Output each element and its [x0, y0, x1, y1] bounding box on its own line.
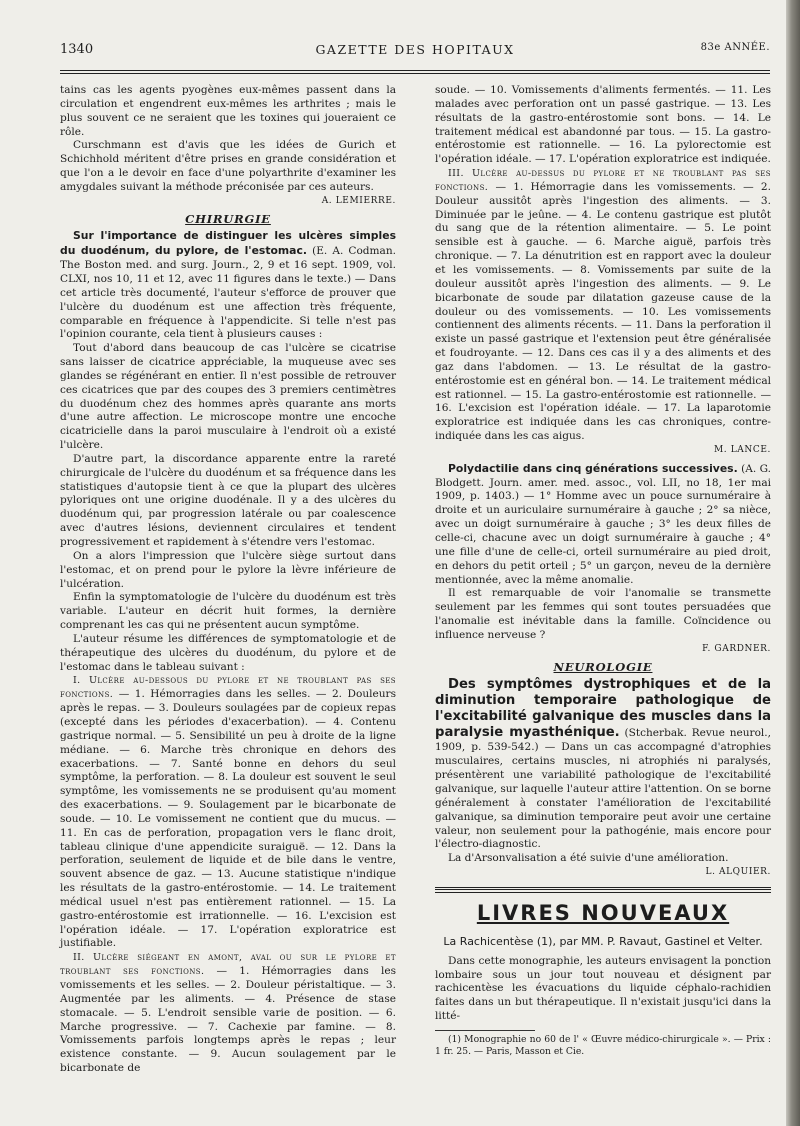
header-rule-2 — [60, 73, 770, 74]
list-heading: III. Ulcère au-dessus du pylore et ne troublant pas ses fonctions. — [435, 168, 771, 193]
list-body: — 1. Hémorragies dans les selles. — 2. Douleurs après le repas. — 3. Douleurs soulagées par de copieux repas (excepté dans les périodes d'exacerbation). — 4. Contenu gastrique normal. — 5. Sensibilité un peu à droite de la ligne médiane. — 6. Marche très chronique en dehors des exacerbations. — 7. Santé bonne en dehors du seul symptôme, la perforation. — 8. La douleur est souvent le seul symptôme, les vomissements ne se produisent qu'au moment des exacerbations. — 9. Soulagement par le bicarbonate de soude. — 10. Le vomissement ne contient que du mucus. — 11. En cas de perforation, propagation vers le flanc droit, tableau clinique d'une appendicite suraiguë. — 12. Dans la perforation, seulement de liquide et de bile dans le ventre, souvent absence de gaz. — 13. Aucune statistique n'indique les résultats de la gastro-entérostomie. — 14. Le traitement médical usuel n'est pas entièrement rationnel. — 15. La gastro-entérostomie est irrationnelle. — 16. L'excision est l'opération idéale. — 17. L'opération exploratrice est justifiable. — [60, 688, 396, 950]
journal-title: GAZETTE DES HOPITAUX — [315, 42, 515, 57]
paragraph: D'autre part, la discordance apparente entre la rareté chirurgicale de l'ulcère du duodénum et sa fréquence dans les statistiques d'autopsie tient à ce que la plupart des ulcères pyloriques ont une origine duodénale. Il y a des ulcères du duodénum qui, par progression latérale ou par coalescence avec d'autres lésions, deviennent circulaires et tendent progressivement et rapidement à s'étendre vers l'estomac. — [60, 452, 396, 548]
article-title: Des symptômes dystrophiques et de la diminution temporaire pathologique de l'excitabilité galvanique des muscles dans la paralysie myasthénique. — [435, 677, 771, 741]
paragraph: On a alors l'impression que l'ulcère siège surtout dans l'estomac, et on prend pour le pylore la lèvre inférieure de l'ulcération. — [60, 549, 396, 590]
section-divider — [435, 887, 771, 893]
paragraph: tains cas les agents pyogènes eux-mêmes passent dans la circulation et engendrent eux-mêmes les arthrites ; mais le plus souvent ce ne seraient que les toxines qui joueraient ce rôle. — [60, 84, 396, 138]
article-paragraph — [60, 229, 396, 342]
paragraph: soude. — 10. Vomissements d'aliments fermentés. — 11. Les malades avec perforation ont un passé gastrique. — 13. Les résultats de la gastro-entérostomie sont bons. — 14. Le traitement médical est abandonné par tous. — 15. La gastro-entérostomie est rationnelle. — 16. La pylorectomie est l'opération idéale. — 17. L'opération exploratrice est indiquée. — [435, 84, 771, 166]
paragraph: Curschmann est d'avis que les idées de Gurich et Schichhold méritent d'être prises en grande considération et que l'on a le devoir en face d'une polyarthrite d'examiner les amygdales suivant la méthode préconisée par ces auteurs. — [60, 139, 396, 193]
article-title: Polydactilie dans cinq générations successives. — [448, 461, 738, 475]
paragraph: L'auteur résume les différences de symptomatologie et de thérapeutique des ulcères du duodénum, du pylore et de l'estomac dans le tableau suivant : — [60, 632, 396, 673]
page-edge-shadow — [786, 0, 800, 1126]
article-paragraph — [435, 462, 771, 588]
paragraph: Tout d'abord dans beaucoup de cas l'ulcère se cicatrise sans laisser de cicatrice appréciable, la muqueuse avec ses glandes se régénérant en entier. Il n'est possible de retrouver ces cicatrices que par des coupes des 3 premiers centimètres du duodénum chez des hommes après quarante ans morts d'une autre affection. Le microscope montre une encoche cicatricielle dans la paroi musculaire à l'endroit où a existé l'ulcère. — [60, 342, 396, 452]
list-heading: II. Ulcère siégeant en amont, aval ou sur le pylore et troublant ses fonctions. — [60, 952, 396, 978]
section-heading-chirurgie: CHIRURGIE — [185, 211, 271, 226]
list-paragraph — [60, 951, 396, 1076]
article-reference: (E. A. Codman. The Boston med. and surg. Journ., 2, 9 et 16 sept. 1909, vol. CLXI, nos 10, 11 et 12, avec 11 figures dans le texte.) — Dans cet article très documenté, l'auteur s'efforce de prouver que l'ulcère du duodénum est une affection très fréquente, comparable en fréquence à l'appendicite. Si telle n'est pas l'opinion courante, cela tient à plusieurs causes : — [60, 245, 396, 341]
right-column — [435, 84, 771, 1058]
author-signature: L. ALQUIER. — [705, 867, 771, 878]
page-number: 1340 — [60, 42, 94, 57]
list-paragraph — [60, 674, 396, 951]
year-label: 83e ANNÉE. — [700, 42, 770, 53]
list-body: — 1. Hémorragie dans les vomissements. — 2. Douleur aussitôt après l'ingestion des aliments. — 3. Diminuée par le jeûne. — 4. Le contenu gastrique est plutôt du sang que de la rétention alimentaire. — 5. Le point sensible est à gauche. — 6. Marche aiguë, parfois très chronique. — 7. La dénutrition est en rapport avec la douleur et les vomissements. — 8. Vomissements par suite de la douleur aussitôt après l'ingestion des aliments. — 9. Le bicarbonate de soude par dilatation gazeuse cause de la douleur ou des vomissements. — 10. Les vomissements contiennent des aliments récents. — 11. Dans la perforation il existe un passé gastrique et l'extension peut être généralisée et foudroyante. — 12. Dans ces cas il y a des aliments et des gaz dans l'abdomen. — 13. Le résultat de la gastro-entérostomie est en général bon. — 14. Le traitement médical est rationnel. — 15. La gastro-entérostomie est rationnelle. — 16. L'excision est l'opération idéale. — 17. La laparotomie exploratrice est indiquée dans les cas chroniques, contre-indiquée dans les cas aigus. — [435, 180, 771, 443]
list-heading: I. Ulcère au-dessous du pylore et ne troublant pas ses fonctions. — [60, 675, 396, 701]
double-rule — [435, 887, 771, 890]
list-body: — 1. Hémorragies dans les vomissements et les selles. — 2. Douleur péristaltique. — 3. Augmentée par les aliments. — 4. Présence de stase stomacale. — 5. L'endroit sensible varie de position. — 6. Marche progressive. — 7. Cachexie par famine. — 8. Vomissements parfois longtemps après le repas ; leur existence constante. — 9. Aucun soulagement par le bicarbonate de — [60, 965, 396, 1075]
author-signature: A. LEMIERRE. — [321, 195, 396, 206]
author-signature: M. LANCE. — [713, 444, 771, 455]
article-paragraph — [435, 677, 771, 852]
left-column — [60, 84, 396, 1076]
footnote: (1) Monographie no 60 de l' « Œuvre médico-chirurgicale ». — Prix : 1 fr. 25. — Paris, Masson et Cie. — [435, 1033, 771, 1057]
livres-nouveaux-heading: LIVRES NOUVEAUX — [476, 900, 730, 925]
page-header — [60, 42, 770, 64]
list-paragraph — [435, 167, 771, 444]
section-heading-neurologie: NEUROLOGIE — [553, 659, 653, 674]
paragraph: La d'Arsonvalisation a été suivie d'une amélioration. — [448, 852, 729, 865]
paragraph: Il est remarquable de voir l'anomalie se transmette seulement par les femmes qui sont toutes persuadées que l'anomalie est inévitable dans la famille. Coïncidence ou influence nerveuse ? — [435, 587, 771, 641]
author-signature: F. GARDNER. — [702, 643, 771, 654]
header-rule — [60, 70, 770, 71]
paragraph: Dans cette monographie, les auteurs envisagent la ponction lombaire sous un jour tout nouveau et désignent par rachicentèse les évacuations du liquide céphalo-rachidien faites dans un but thérapeutique. Il n'existait jusqu'ici dans la litté- — [435, 954, 771, 1023]
single-rule — [435, 892, 771, 893]
article-reference: (A. G. Blodgett. Journ. amer. med. assoc., vol. LII, no 18, 1er mai 1909, p. 1403.) — 1° Homme avec un pouce surnuméraire à droite et un auriculaire surnuméraire à gauche ; 2° sa nièce, avec un doigt surnuméraire à gauche ; 3° les deux filles de celle-ci, chacune avec un doigt surnuméraire à gauche ; 4° une fille d'une de celle-ci, orteil surnuméraire au pied droit, en dehors du petit orteil ; 5° un garçon, neveu de la dernière mentionnée, avec la même anomalie. — [435, 462, 771, 586]
footnote-rule — [435, 1030, 535, 1031]
book-title: La Rachicentèse (1), par MM. P. Ravaut, Gastinel et Velter. — [443, 934, 763, 948]
article-reference: (Stcherbak. Revue neurol., 1909, p. 539-542.) — Dans un cas accompagné d'atrophies musculaires, certains muscles, ni atrophiés ni paralysés, présentèrent une variabilité pathologique de l'excitabilité galvanique, sur laquelle l'auteur attire l'attention. On se borne généralement à constater l'amélioration de l'excitabilité galvanique, sa diminution temporaire peut avoir une certaine valeur, non seulement pour la pathogénie, mais encore pour l'électro-diagnostic. — [435, 727, 772, 851]
article-title: Sur l'importance de distinguer les ulcères simples du duodénum, du pylore, de l'estomac. — [60, 229, 396, 258]
paragraph: Enfin la symptomatologie de l'ulcère du duodénum est très variable. L'auteur en décrit huit formes, la dernière comprenant les cas qui ne présentent aucun symptôme. — [60, 591, 396, 632]
